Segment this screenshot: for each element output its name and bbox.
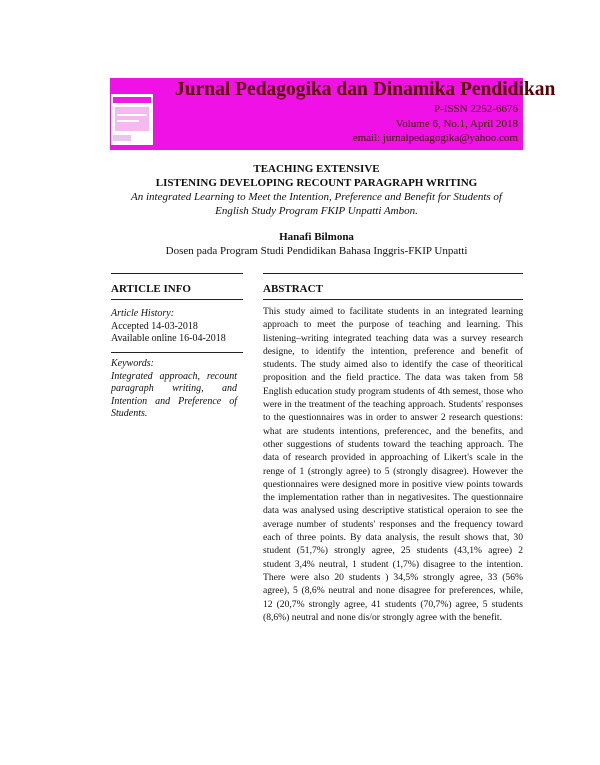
author-name: Hanafi Bilmona bbox=[279, 231, 354, 243]
divider bbox=[111, 299, 243, 300]
abstract-heading: ABSTRACT bbox=[263, 283, 323, 295]
keywords-label: Keywords: bbox=[111, 358, 154, 369]
paper-title-line1: TEACHING EXTENSIVE bbox=[253, 163, 380, 175]
abstract-text: This study aimed to facilitate students in an integrated learning approach to meet the purpose of teaching and learning. This listening–writing integrated teaching data was a survey research designe, to identify the intention, preference and benefit of students. The study aimed also to identify the case of theoritical proposition and the field practice. The data was taken from 58 English education study program students of 4th semest, those who were in the treatment of the teaching approach. Students' responses to the questionnaires was in order to answer 2 research questions: what are students intentions, preferencec, and the benefits, and other suggestions of students toward the teaching approach. The data of research provided in approaching of Likert's scale in the renge of 1 (strongly agree) to 5 (strongly disagree). However the questionnaires were designed more in positive view points towards the implementation rather than in negativesites. The questionnaire data was analysed using descriptive statistical operaion to see the average number of students' responses and the frequency toward each of three points. By data analysis, the result shows that, 30 student (51,7%) strongly agree, 25 students (43,1% agree) 2 student 3,4% neutral, 1 student (1,7%) disagree to the intention. There were also 20 students ) 34,5% strongly agree, 33 (56% agree), 5 (8,6% neutral and none disagree for preferences, while, 12 (20,7% strongly agree, 41 students (70,7%) agree, 5 students (8,6%) neutral and none dis/or strongly agree with the benefit. bbox=[263, 306, 523, 623]
keywords-block bbox=[111, 358, 237, 421]
available-online-date: Available online 16-04-2018 bbox=[111, 333, 226, 344]
issn: P-ISSN 2252-6676 bbox=[433, 103, 518, 115]
keywords-text: Integrated approach, recount paragraph writing, and Intention and Preference of Students. bbox=[111, 370, 237, 419]
article-history bbox=[111, 308, 237, 346]
journal-title: Jurnal Pedagogika dan Dinamika Pendidikan bbox=[175, 79, 556, 100]
divider bbox=[263, 299, 523, 300]
paper-subtitle-line1: An integrated Learning to Meet the Intention, Preference and Benefit for Students of bbox=[131, 191, 502, 203]
volume-info: Volume 6, No.1, April 2018 bbox=[395, 118, 518, 130]
accepted-date: Accepted 14-03-2018 bbox=[111, 320, 198, 332]
divider bbox=[263, 273, 523, 274]
paper-subtitle-line2: English Study Program FKIP Unpatti Ambon. bbox=[215, 205, 418, 217]
journal-email: email: jurnalpedagogika@yahoo.com bbox=[352, 132, 518, 144]
article-info-heading: ARTICLE INFO bbox=[111, 283, 191, 295]
history-label: Article History: bbox=[111, 308, 175, 319]
divider bbox=[111, 273, 243, 274]
journal-logo bbox=[111, 94, 153, 145]
author-affiliation: Dosen pada Program Studi Pendidikan Bahasa Inggris-FKIP Unpatti bbox=[165, 245, 468, 257]
paper-title-line2: LISTENING DEVELOPING RECOUNT PARAGRAPH WRITING bbox=[155, 177, 478, 189]
divider bbox=[111, 352, 243, 353]
